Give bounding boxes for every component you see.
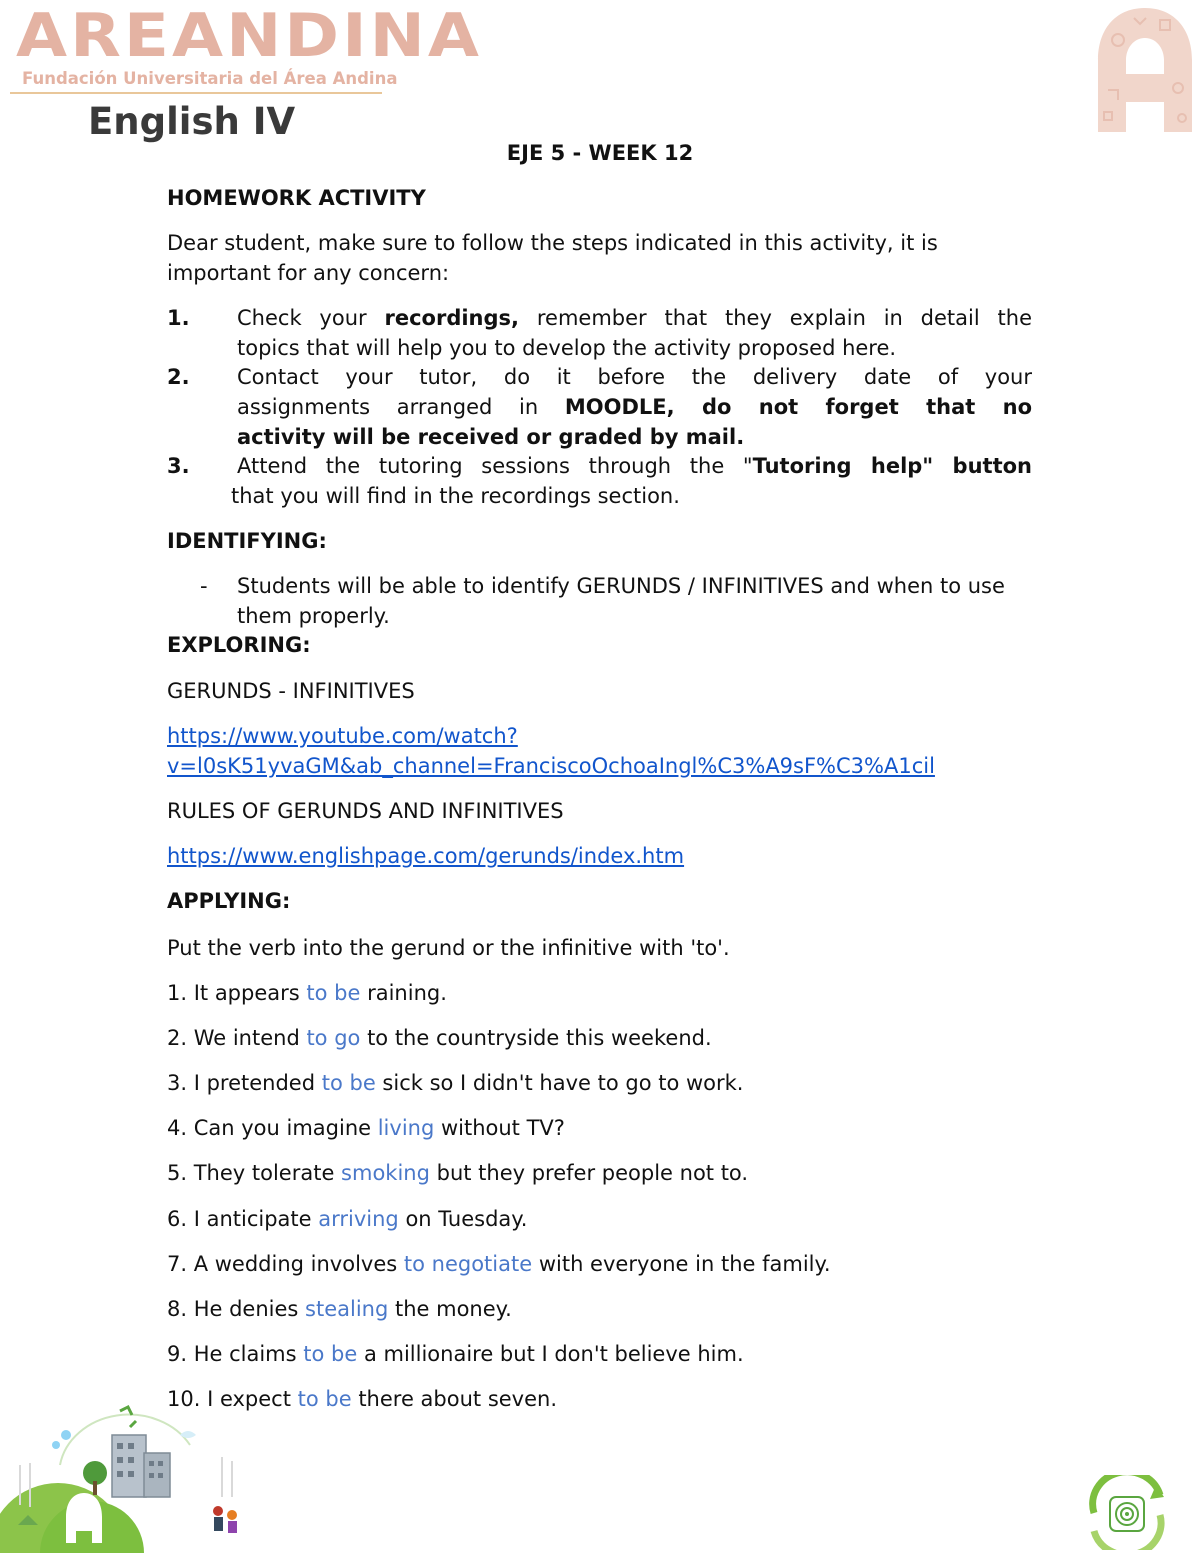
step-text: Attend the tutoring sessions through the "Tutoring help" button that you will find in the recordings section. <box>231 454 1032 508</box>
exercise-sentence-start: 3. I pretended <box>167 1071 322 1096</box>
intro-text-line-1: Dear student, make sure to follow the steps indicated in this activity, it is <box>167 231 938 255</box>
exercise-sentence-start: 2. We intend <box>167 1026 307 1051</box>
exercise-answer: to be <box>303 1341 358 1366</box>
exercise-sentence-start: 4. Can you imagine <box>167 1116 378 1141</box>
exercise-answer: to be <box>306 981 361 1005</box>
exercise-sentence-end: there about seven. <box>351 1386 558 1411</box>
exploring-heading: EXPLORING: <box>167 633 311 657</box>
exercise-item <box>167 1294 512 1324</box>
exercise-sentence-end: sick so I didn't have to go to work. <box>375 1071 744 1096</box>
page-title: EJE 5 - WEEK 12 <box>506 141 694 165</box>
eco-city-illustration-icon <box>0 1405 250 1553</box>
exercise-answer: smoking <box>341 1161 430 1186</box>
exercise-sentence-start: 6. I anticipate <box>167 1206 319 1231</box>
englishpage-link[interactable]: https://www.englishpage.com/gerunds/index.htm <box>167 844 685 868</box>
identifying-heading: IDENTIFYING: <box>167 529 327 553</box>
brand-logo: AREANDINA <box>16 0 482 71</box>
brand-divider <box>10 92 382 94</box>
exercise-answer: stealing <box>305 1296 389 1321</box>
exercise-sentence-start: 5. They tolerate <box>167 1161 342 1186</box>
exercise-sentence-end: the money. <box>388 1296 512 1321</box>
exercise-answer: arriving <box>318 1206 399 1231</box>
corner-a-logo-icon <box>1090 0 1200 140</box>
youtube-link-line-2[interactable]: v=l0sK51yvaGM&ab_channel=FranciscoOchoaIngl%C3%A9sF%C3%A1cil <box>167 754 935 778</box>
exercise-sentence-start: 7. A wedding involves <box>167 1251 404 1276</box>
exercise-sentence-end: to the countryside this weekend. <box>360 1026 712 1051</box>
step-number: 2. <box>167 365 190 389</box>
exercise-item <box>167 1158 748 1188</box>
exercise-sentence-end: but they prefer people not to. <box>429 1161 749 1186</box>
step-number: 3. <box>167 454 190 478</box>
bullet-dash: - <box>200 574 208 598</box>
youtube-link-line-1[interactable]: https://www.youtube.com/watch? <box>167 724 518 748</box>
exercise-item <box>167 1068 743 1098</box>
exercise-sentence-end: with everyone in the family. <box>532 1251 831 1276</box>
exercise-sentence-start: 1. It appears <box>167 981 307 1005</box>
intro-text-line-2: important for any concern: <box>167 261 450 285</box>
exercise-sentence-end: a millionaire but I don't believe him. <box>357 1341 744 1366</box>
exercise-item <box>167 978 447 1008</box>
exercise-sentence-end: on Tuesday. <box>398 1206 528 1231</box>
exercise-instruction: Put the verb into the gerund or the infinitive with 'to'. <box>167 936 730 960</box>
topic-gerunds-infinitives: GERUNDS - INFINITIVES <box>167 679 415 703</box>
course-title: English IV <box>88 100 296 143</box>
step-text: Check your recordings, remember that they explain in detail the topics that will help you to develop the activity proposed here. <box>237 306 1033 360</box>
exercise-sentence-end: without TV? <box>434 1116 565 1141</box>
exercise-sentence-start: 9. He claims <box>167 1341 304 1366</box>
exercise-answer: to be <box>321 1071 376 1096</box>
exercise-sentence-end: raining. <box>360 981 447 1005</box>
exercise-item <box>167 1023 712 1053</box>
exercise-sentence-start: 10. I expect <box>167 1386 298 1411</box>
recycle-fingerprint-badge-icon <box>1072 1475 1182 1550</box>
identifying-text: Students will be able to identify GERUNDS / INFINITIVES and when to use them properly. <box>237 574 1005 628</box>
homework-heading: HOMEWORK ACTIVITY <box>167 186 426 210</box>
exercise-answer: to negotiate <box>403 1251 533 1276</box>
exercise-answer: living <box>377 1116 435 1141</box>
exercise-sentence-start: 8. He denies <box>167 1296 306 1321</box>
exercise-item <box>167 1113 565 1143</box>
brand-subtitle: Fundación Universitaria del Área Andina <box>22 69 398 88</box>
exercise-item <box>167 1249 831 1279</box>
step-text: Contact your tutor, do it before the delivery date of your assignments arranged in MOODLE, do not forget that no activity will be received or graded by mail. <box>237 365 1032 449</box>
exercise-item <box>167 1339 744 1369</box>
topic-rules: RULES OF GERUNDS AND INFINITIVES <box>167 799 564 823</box>
exercise-answer: to go <box>306 1026 361 1051</box>
exercise-item <box>167 1204 527 1234</box>
exercise-answer: to be <box>297 1386 352 1411</box>
applying-heading: APPLYING: <box>167 889 291 913</box>
step-number: 1. <box>167 306 190 330</box>
